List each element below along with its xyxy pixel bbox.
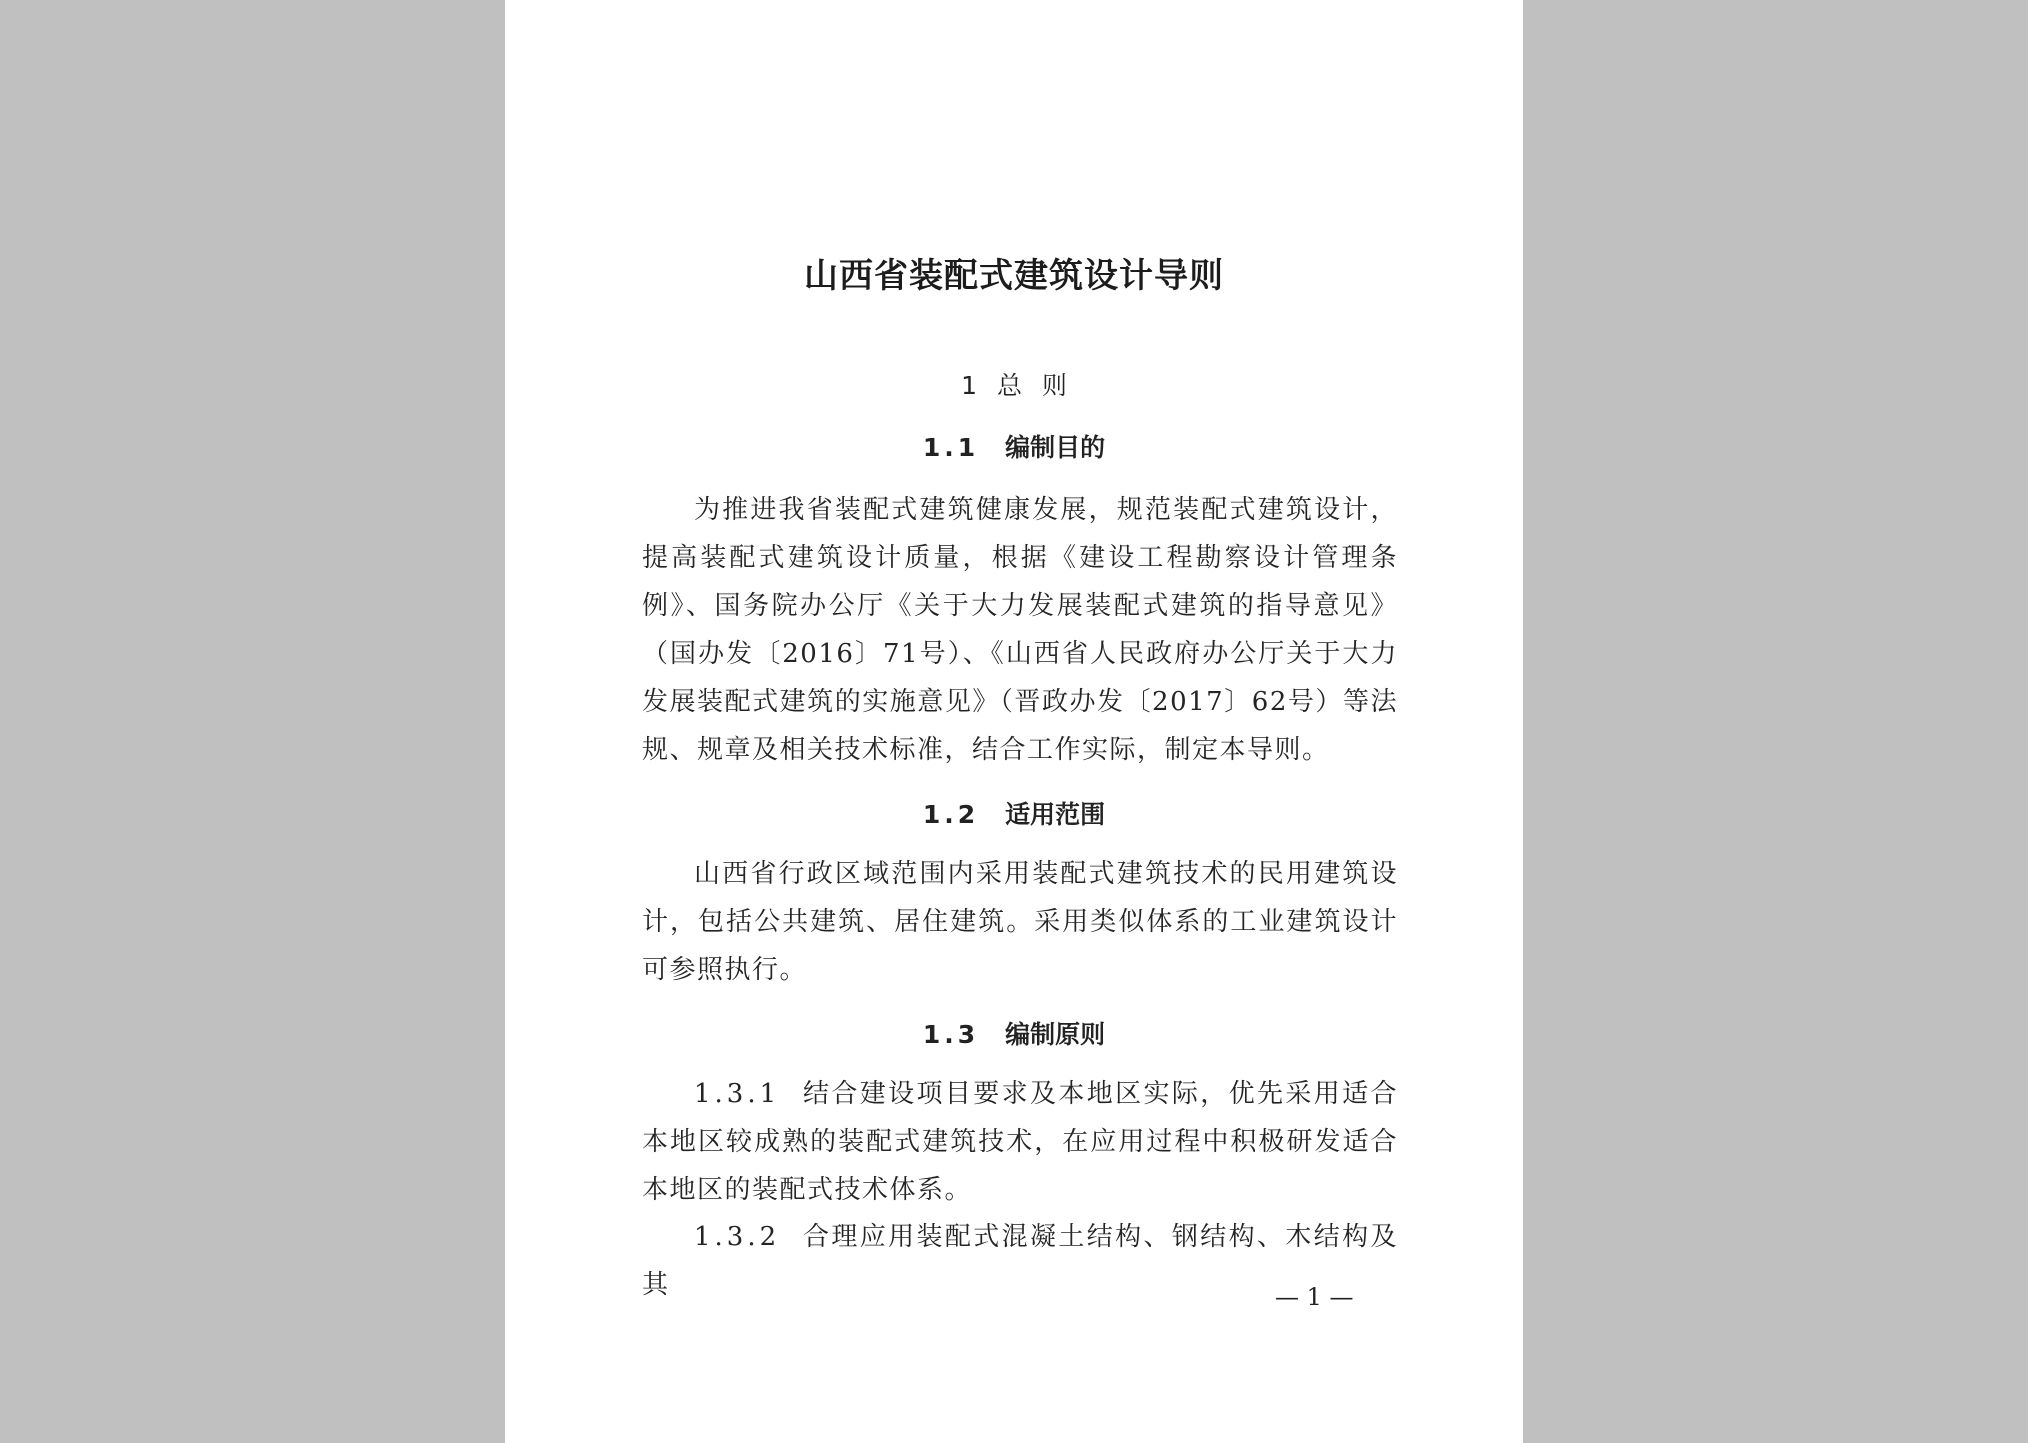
section-title: 适用范围 bbox=[1005, 800, 1106, 829]
section-number: 1.2 bbox=[922, 800, 980, 829]
section-heading-1-3 bbox=[505, 1015, 1523, 1051]
document-page bbox=[505, 0, 1523, 1443]
clause-text: 合理应用装配式混凝土结构、钢结构、木结构及其 bbox=[642, 1222, 1398, 1300]
section-number: 1.3 bbox=[922, 1020, 980, 1049]
section-heading-1-1 bbox=[505, 428, 1523, 464]
chapter-heading: 1 总 则 bbox=[961, 371, 1067, 400]
paragraph-purpose: 为推进我省装配式建筑健康发展，规范装配式建筑设计，提高装配式建筑设计质量，根据《建设工程勘察设计管理条例》、国务院办公厅《关于大力发展装配式建筑的指导意见》（国办发〔2016〕71号）、《山西省人民政府办公厅关于大力发展装配式建筑的实施意见》（晋政办发〔2017〕62号）等法规、规章及相关技术标准，结合工作实际，制定本导则。 bbox=[642, 495, 1398, 765]
clause-1-3-1 bbox=[642, 1070, 1398, 1214]
section-number: 1.1 bbox=[922, 433, 980, 462]
document-title: 山西省装配式建筑设计导则 bbox=[804, 256, 1224, 296]
clause-number: 1.3.2 bbox=[694, 1222, 781, 1252]
section-title: 编制目的 bbox=[1005, 433, 1106, 462]
paragraph-scope: 山西省行政区域范围内采用装配式建筑技术的民用建筑设计，包括公共建筑、居住建筑。采用类似体系的工业建筑设计可参照执行。 bbox=[642, 859, 1398, 985]
clause-text: 结合建设项目要求及本地区实际，优先采用适合本地区较成熟的装配式建筑技术，在应用过程中积极研发适合本地区的装配式技术体系。 bbox=[642, 1079, 1398, 1205]
clause-number: 1.3.1 bbox=[694, 1079, 781, 1109]
section-heading-1-2 bbox=[505, 795, 1523, 831]
page-number: — 1 — bbox=[1275, 1283, 1354, 1311]
section-title: 编制原则 bbox=[1005, 1020, 1106, 1049]
